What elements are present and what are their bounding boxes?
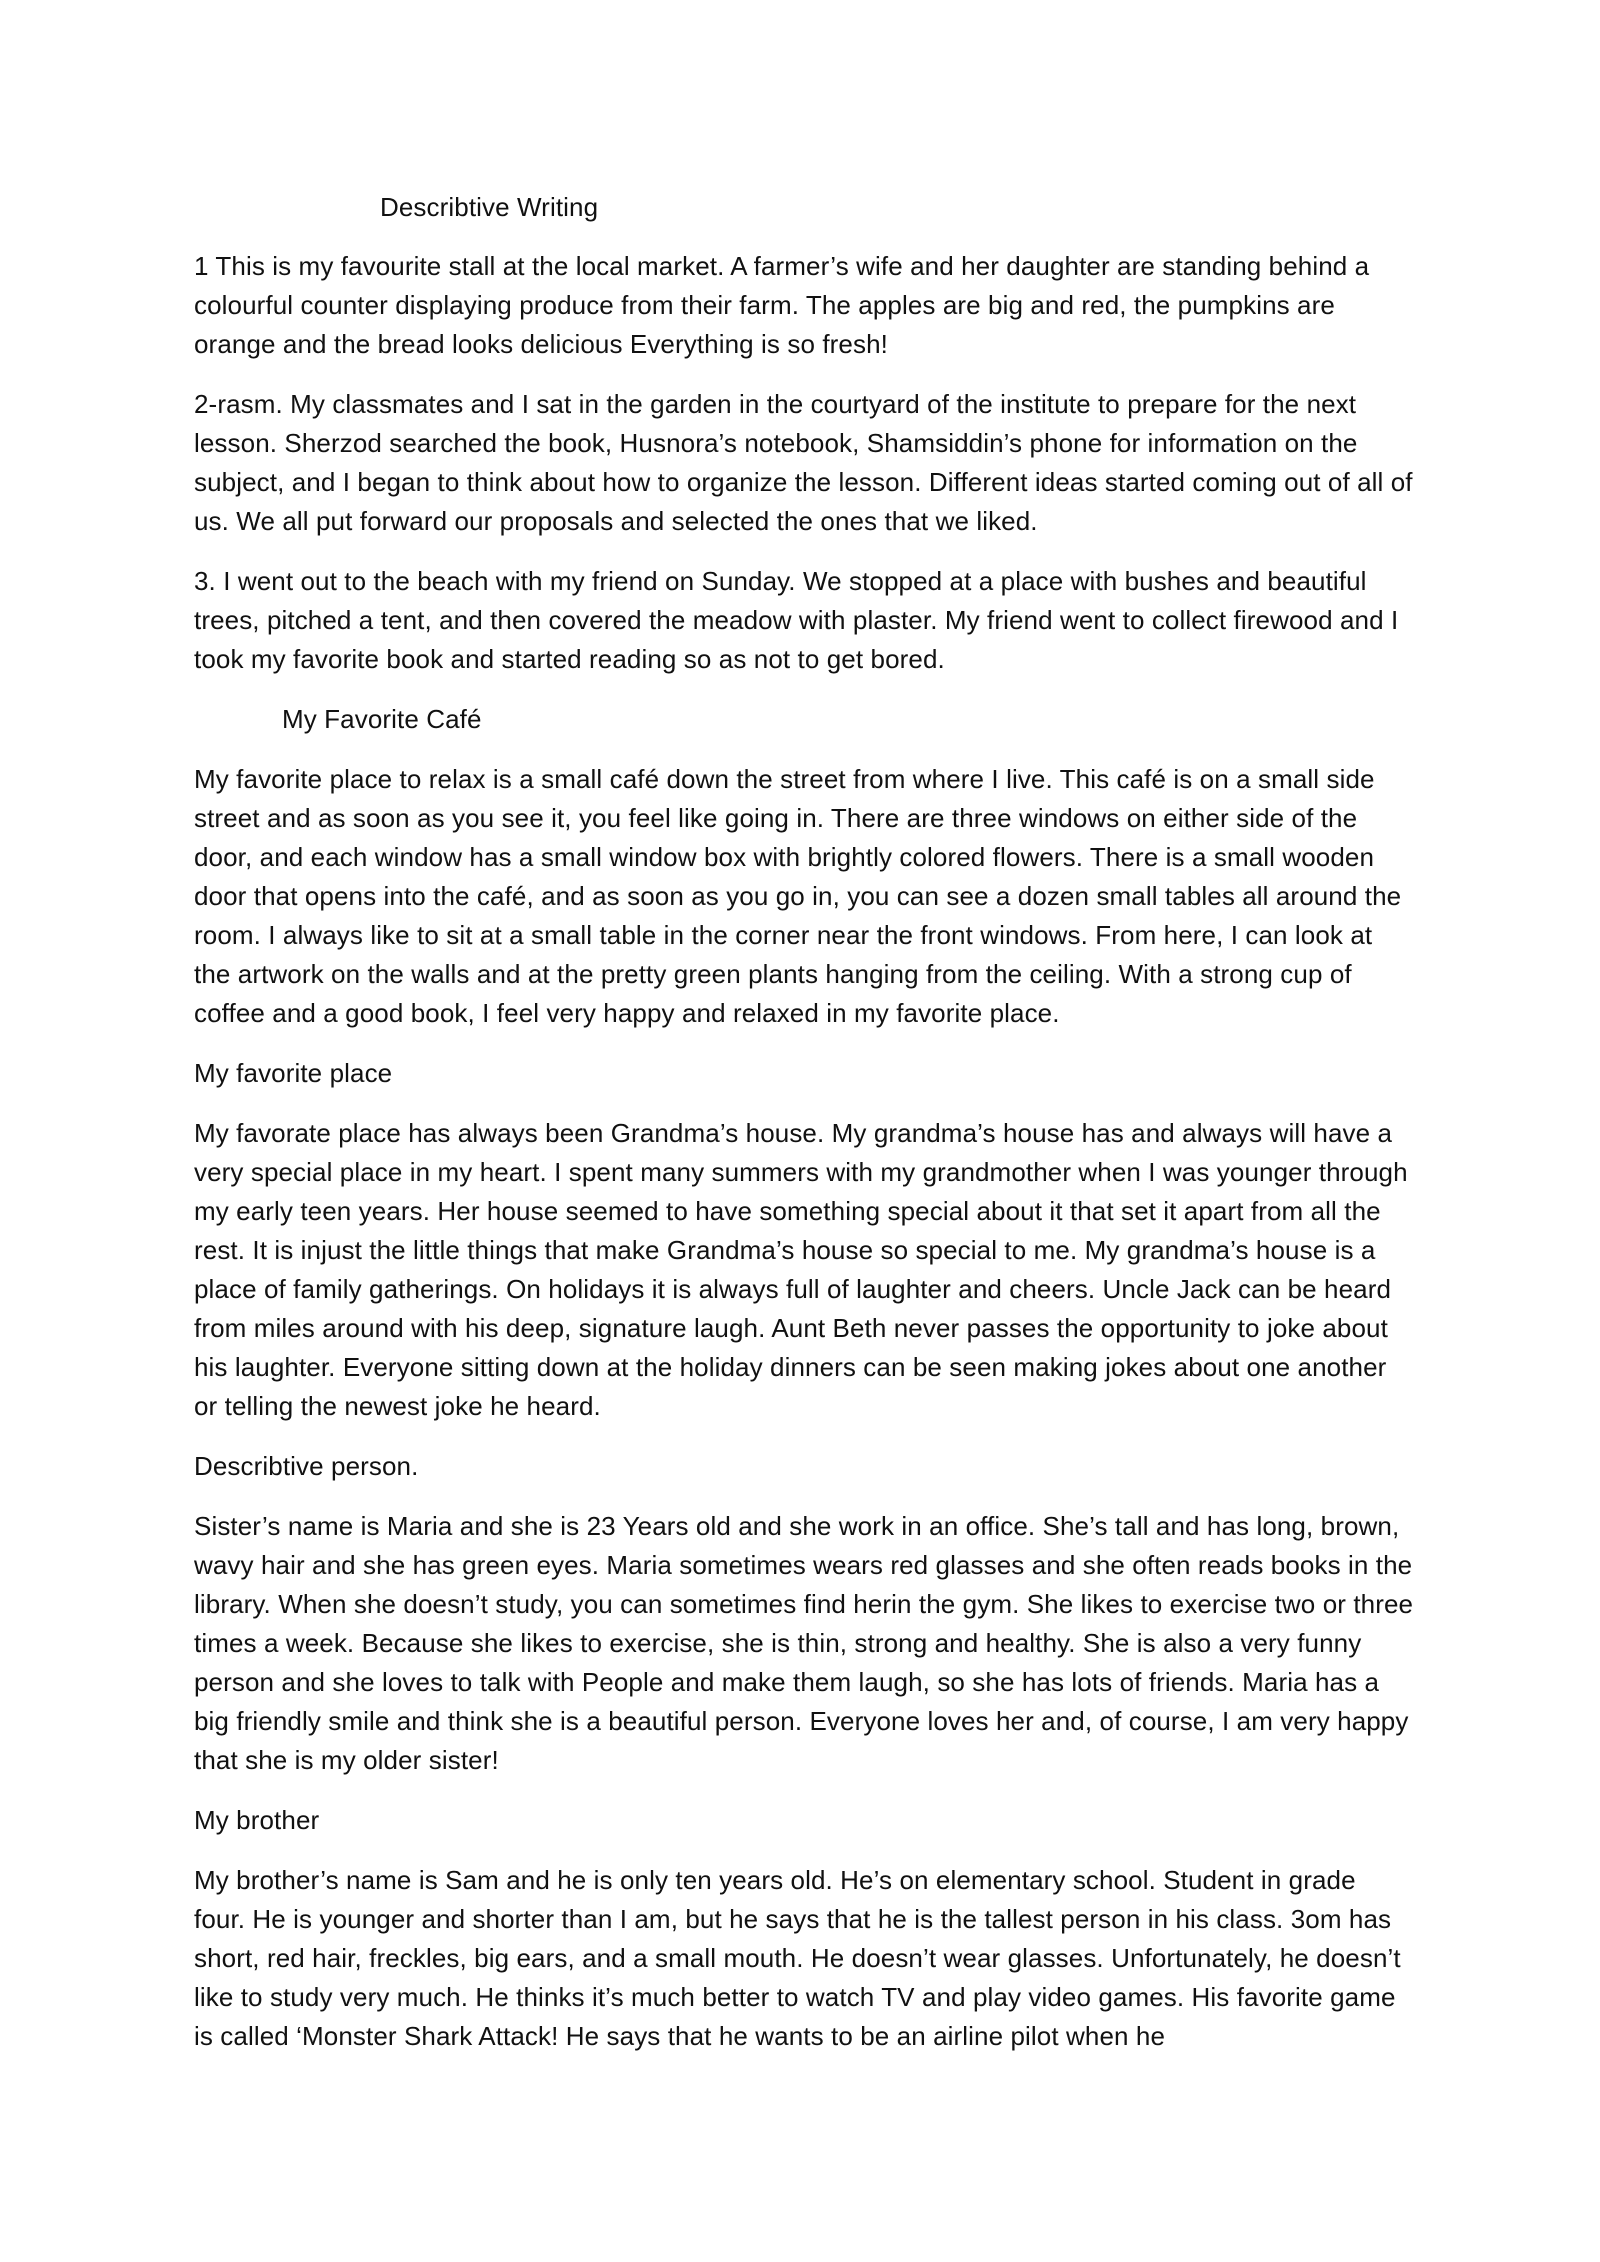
paragraph-sister: Sister’s name is Maria and she is 23 Years old and she work in an office. She’s tall and has long, brown, wavy hair and she has green eyes. Maria sometimes wears red glasses and she often reads books in the library. When she doesn’t study, you can sometimes find herin the gym. She likes to exercise two or three times a week. Because she likes to exercise, she is thin, strong and healthy. She is also a very funny person and she loves to talk with People and make them laugh, so she has lots of friends. Maria has a big friendly smile and think she is a beautiful person. Everyone loves her and, of course, I am very happy that she is my older sister! bbox=[194, 1511, 1414, 1775]
paragraph-brother: My brother’s name is Sam and he is only ten years old. He’s on elementary school. Student in grade four. He is younger and shorter than I am, but he says that he is the tallest person in his class. 3om has short, red hair, freckles, big ears, and a small mouth. He doesn’t wear glasses. Unfortunately, he doesn’t like to study very much. He thinks it’s much better to watch TV and play video games. His favorite game is called ‘Monster Shark Attack! He says that he wants to be an airline pilot when he bbox=[194, 1865, 1401, 2051]
document-title: Describtive Writing bbox=[380, 192, 599, 222]
paragraph-beach: 3. I went out to the beach with my friend on Sunday. We stopped at a place with bushes and beautiful trees, pitched a tent, and then covered the meadow with plaster. My friend went to collect firewood and I took my favorite book and started reading so as not to get bored. bbox=[194, 566, 1399, 674]
heading-favorite-cafe: My Favorite Café bbox=[282, 704, 482, 734]
paragraph-favorite-cafe: My favorite place to relax is a small café down the street from where I live. This café is on a small side street and as soon as you see it, you feel like going in. There are three windows on either side of the door, and each window has a small window box with brightly colored flowers. There is a small wooden door that opens into the café, and as soon as you go in, you can see a dozen small tables all around the room. I always like to sit at a small table in the corner near the front windows. From here, I can look at the artwork on the walls and at the pretty green plants hanging from the ceiling. With a strong cup of coffee and a good book, I feel very happy and relaxed in my favorite place. bbox=[194, 764, 1402, 1028]
paragraph-favorite-place: My favorate place has always been Grandma’s house. My grandma’s house has and always will have a very special place in my heart. I spent many summers with my grandmother when I was younger through my early teen years. Her house seemed to have something special about it that set it apart from all the rest. It is injust the little things that make Grandma’s house so special to me. My grandma’s house is a place of family gatherings. On holidays it is always full of laughter and cheers. Uncle Jack can be heard from miles around with his deep, signature laugh. Aunt Beth never passes the opportunity to joke about his laughter. Everyone sitting down at the holiday dinners can be seen making jokes about one another or telling the newest joke he heard. bbox=[194, 1118, 1408, 1421]
paragraph-market-stall: 1 This is my favourite stall at the local market. A farmer’s wife and her daughter are standing behind a colourful counter displaying produce from their farm. The apples are big and red, the pumpkins are orange and the bread looks delicious Everything is so fresh! bbox=[194, 251, 1370, 359]
heading-favorite-place: My favorite place bbox=[194, 1058, 393, 1088]
heading-describtive-person: Describtive person. bbox=[194, 1451, 419, 1481]
heading-my-brother: My brother bbox=[194, 1805, 320, 1835]
document-body bbox=[194, 188, 1414, 2077]
paragraph-classmates: 2-rasm. My classmates and I sat in the garden in the courtyard of the institute to prepare for the next lesson. Sherzod searched the book, Husnora’s notebook, Shamsiddin’s phone for information on the subject, and I began to think about how to organize the lesson. Different ideas started coming out of all of us. We all put forward our proposals and selected the ones that we liked. bbox=[194, 389, 1413, 536]
